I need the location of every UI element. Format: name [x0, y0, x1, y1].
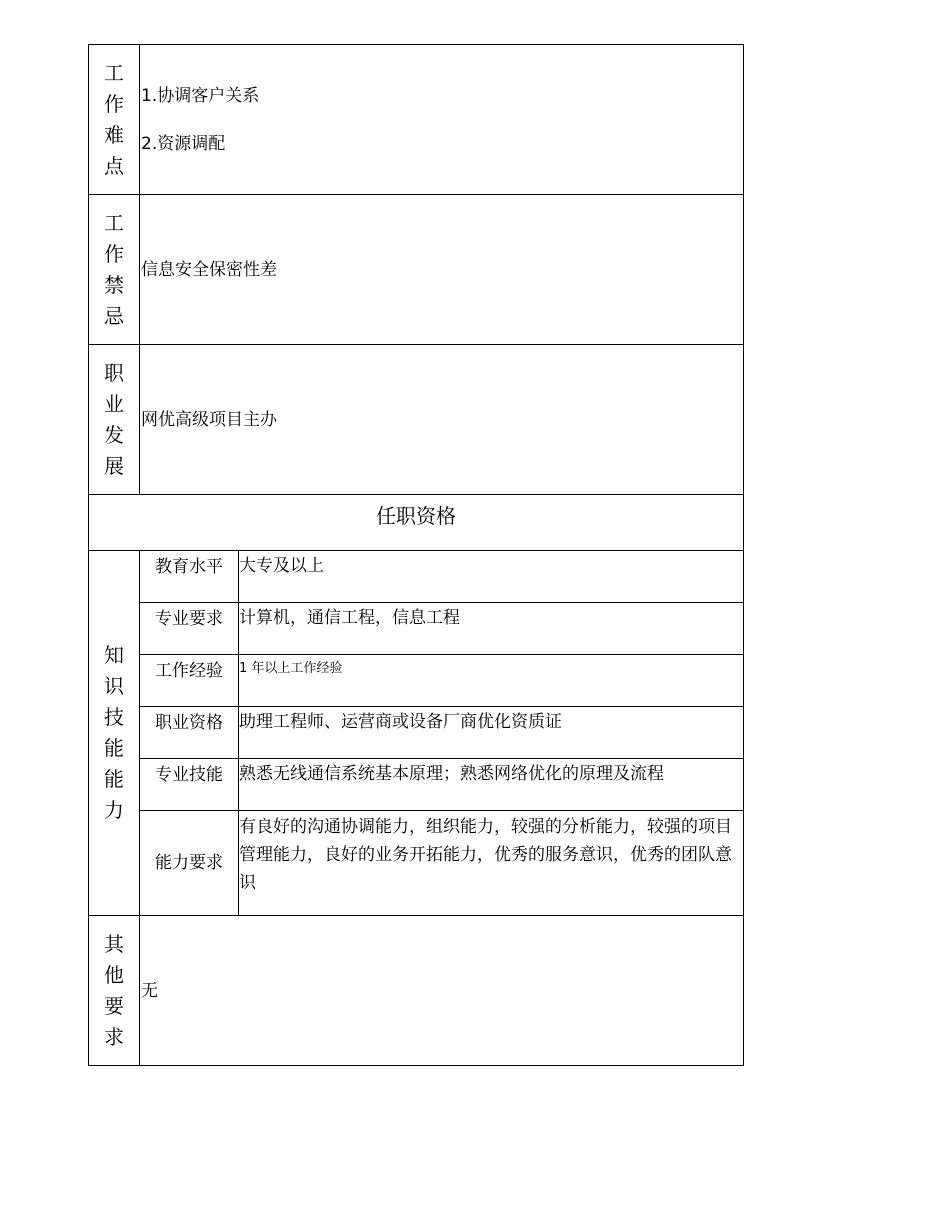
qualification-title: 任职资格: [89, 495, 744, 551]
skill-label: 专业技能: [140, 759, 239, 811]
other-content: 无: [141, 980, 158, 1001]
qualification-row: [89, 551, 744, 603]
difficulty-content: [140, 84, 743, 156]
ability-label: 能力要求: [140, 811, 239, 916]
certificate-value: 助理工程师、运营商或设备厂商优化资质证: [239, 707, 744, 759]
difficulty-content-cell: [140, 45, 744, 195]
ability-value: 有良好的沟通协调能力，组织能力，较强的分析能力，较强的项目管理能力，良好的业务开拓能力，优秀的服务意识，优秀的团队意识: [239, 811, 744, 916]
certificate-label: 职业资格: [140, 707, 239, 759]
other-content-cell: [140, 916, 744, 1066]
difficulty-row: [89, 45, 744, 195]
experience-label: 工作经验: [140, 655, 239, 707]
skill-value: 熟悉无线通信系统基本原理；熟悉网络优化的原理及流程: [239, 759, 744, 811]
other-label-cell: [89, 916, 140, 1066]
experience-value: 1 年以上工作经验: [239, 655, 744, 707]
difficulty-label-cell: [89, 45, 140, 195]
other-row: [89, 916, 744, 1066]
difficulty-label: 工 作 难 点: [104, 60, 124, 178]
taboo-label-cell: [89, 195, 140, 345]
qualification-row: [89, 603, 744, 655]
education-label: 教育水平: [140, 551, 239, 603]
career-label-cell: [89, 345, 140, 495]
career-row: [89, 345, 744, 495]
job-description-table: [88, 44, 744, 1066]
qualification-row: [89, 655, 744, 707]
taboo-row: [89, 195, 744, 345]
taboo-content-cell: [140, 195, 744, 345]
major-value: 计算机，通信工程，信息工程: [239, 603, 744, 655]
qualification-group-label: 知 识 技 能 能 力: [104, 643, 124, 822]
difficulty-item: 1.协调客户关系: [141, 85, 260, 106]
career-content: 网优高级项目主办: [141, 409, 277, 430]
qualification-group-cell: [89, 551, 140, 916]
qualification-row: [89, 759, 744, 811]
career-label: 职 业 发 展: [104, 360, 124, 478]
career-content-cell: [140, 345, 744, 495]
qualification-header-row: [89, 495, 744, 551]
other-label: 其 他 要 求: [104, 931, 124, 1049]
taboo-content: 信息安全保密性差: [141, 259, 277, 280]
qualification-row: [89, 811, 744, 916]
taboo-label: 工 作 禁 忌: [104, 210, 124, 328]
major-label: 专业要求: [140, 603, 239, 655]
education-value: 大专及以上: [239, 551, 744, 603]
difficulty-item: 2.资源调配: [141, 133, 226, 154]
qualification-row: [89, 707, 744, 759]
